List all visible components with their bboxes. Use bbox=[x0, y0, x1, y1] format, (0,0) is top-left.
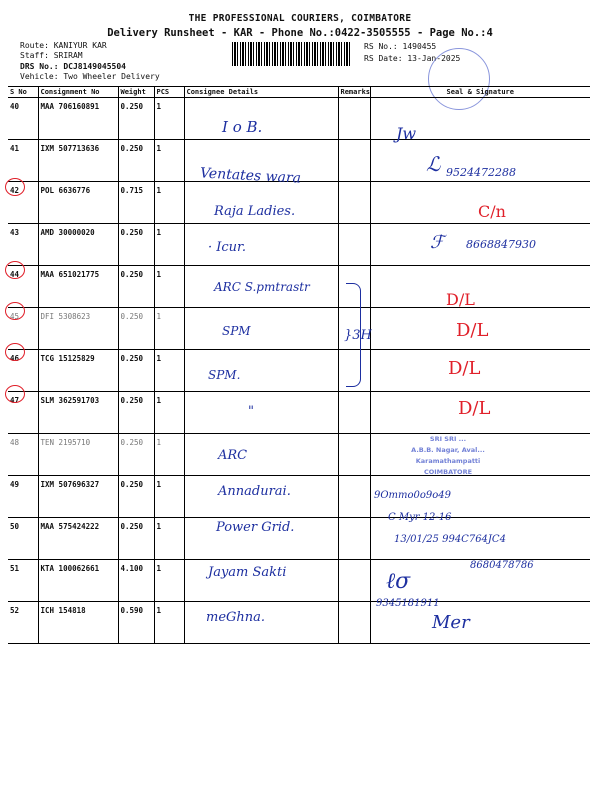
cell-consignee bbox=[184, 392, 338, 434]
handwritten-consignee-44: ARC S.pmtrastr bbox=[214, 280, 310, 294]
signature-41-phone: 9524472288 bbox=[446, 166, 516, 179]
red-circle-mark bbox=[5, 385, 25, 403]
cell-weight: 0.250 bbox=[118, 350, 154, 392]
cell-weight: 4.100 bbox=[118, 560, 154, 602]
stamp-line: Karamathampatti bbox=[415, 457, 481, 465]
cell-remarks bbox=[338, 476, 370, 518]
cell-sno: 41 bbox=[8, 140, 38, 182]
signature-50-b: 13/01/25 994C764JC4 bbox=[394, 534, 506, 545]
cell-sno: 50 bbox=[8, 518, 38, 560]
cell-pcs: 1 bbox=[154, 476, 184, 518]
cell-pcs: 1 bbox=[154, 98, 184, 140]
table-row bbox=[8, 476, 590, 518]
signature-52: Mer bbox=[432, 612, 470, 633]
cell-consignment: KTA 100062661 bbox=[38, 560, 118, 602]
cell-remarks bbox=[338, 518, 370, 560]
col-pcs: PCS bbox=[154, 87, 184, 98]
stamp-line: SRI SRI ... bbox=[429, 435, 467, 443]
red-remark-46: D/L bbox=[448, 358, 481, 379]
cell-remarks bbox=[338, 224, 370, 266]
table-row bbox=[8, 602, 590, 644]
col-consignment: Consignment No bbox=[38, 87, 118, 98]
cell-sno: 47 bbox=[8, 392, 38, 434]
cell-consignment: ICH 154818 bbox=[38, 602, 118, 644]
barcode-image bbox=[232, 42, 352, 66]
handwritten-consignee-50: Power Grid. bbox=[216, 520, 295, 535]
red-remark-47: D/L bbox=[458, 398, 491, 419]
red-circle-mark bbox=[5, 343, 25, 361]
signature-40: Jw bbox=[396, 124, 417, 143]
cell-weight: 0.250 bbox=[118, 392, 154, 434]
cell-sno: 43 bbox=[8, 224, 38, 266]
cell-pcs: 1 bbox=[154, 392, 184, 434]
table-row bbox=[8, 350, 590, 392]
col-weight: Weight bbox=[118, 87, 154, 98]
rs-number: RS No.: 1490455 bbox=[364, 42, 437, 51]
rs-date: RS Date: 13-Jan-2025 bbox=[364, 54, 461, 63]
handwritten-consignee-48: ARC bbox=[218, 448, 248, 463]
signature-51-phone: 8680478786 bbox=[470, 560, 534, 571]
col-consignee: Consignee Details bbox=[184, 87, 338, 98]
cell-consignee bbox=[184, 308, 338, 350]
cell-pcs: 1 bbox=[154, 560, 184, 602]
company-header: THE PROFESSIONAL COURIERS, COIMBATORE bbox=[188, 13, 412, 24]
cell-remarks bbox=[338, 602, 370, 644]
cell-sno: 46 bbox=[8, 350, 38, 392]
cell-sno: 40 bbox=[8, 98, 38, 140]
cell-pcs: 1 bbox=[154, 182, 184, 224]
red-remark-44: D/L bbox=[446, 290, 475, 309]
col-remarks: Remarks bbox=[338, 87, 370, 98]
cell-weight: 0.250 bbox=[118, 140, 154, 182]
cell-sno: 52 bbox=[8, 602, 38, 644]
table-row bbox=[8, 308, 590, 350]
handwritten-consignee-45: SPM bbox=[222, 324, 251, 338]
cell-pcs: 1 bbox=[154, 140, 184, 182]
cell-consignment: TCG 15125829 bbox=[38, 350, 118, 392]
signature-43-phone: 8668847930 bbox=[466, 238, 536, 251]
cell-weight: 0.250 bbox=[118, 98, 154, 140]
handwritten-consignee-43: · Icur. bbox=[208, 240, 246, 255]
cell-pcs: 1 bbox=[154, 224, 184, 266]
cell-sno: 49 bbox=[8, 476, 38, 518]
table-row bbox=[8, 98, 590, 140]
route-label: Route: KANIYUR KAR bbox=[20, 41, 107, 50]
cell-seal bbox=[370, 266, 590, 308]
cell-pcs: 1 bbox=[154, 350, 184, 392]
cell-weight: 0.250 bbox=[118, 224, 154, 266]
cell-remarks bbox=[338, 140, 370, 182]
cell-weight: 0.715 bbox=[118, 182, 154, 224]
cell-pcs: 1 bbox=[154, 266, 184, 308]
signature-51: ℓσ bbox=[386, 569, 411, 594]
handwritten-consignee-47: " bbox=[248, 404, 254, 419]
cell-weight: 0.250 bbox=[118, 476, 154, 518]
drs-number: DRS No.: DCJ8149045504 bbox=[20, 62, 126, 71]
cell-consignment: SLM 362591703 bbox=[38, 392, 118, 434]
cell-consignment: POL 6636776 bbox=[38, 182, 118, 224]
cell-consignment: DFI 5308623 bbox=[38, 308, 118, 350]
cell-consignee bbox=[184, 434, 338, 476]
cell-sno: 45 bbox=[8, 308, 38, 350]
cell-consignment: MAA 575424222 bbox=[38, 518, 118, 560]
cell-remarks bbox=[338, 560, 370, 602]
col-seal: Seal & Signature bbox=[370, 87, 590, 98]
runsheet-title: Delivery Runsheet - KAR - Phone No.:0422-3505555 - Page No.:4 bbox=[107, 27, 493, 39]
table-row bbox=[8, 392, 590, 434]
cell-consignment: AMD 30000020 bbox=[38, 224, 118, 266]
cell-remarks bbox=[338, 392, 370, 434]
cell-sno: 44 bbox=[8, 266, 38, 308]
cell-consignment: MAA 706160891 bbox=[38, 98, 118, 140]
cell-consignment: IXM 507696327 bbox=[38, 476, 118, 518]
cell-remarks bbox=[338, 182, 370, 224]
cell-consignment: TEN 2195710 bbox=[38, 434, 118, 476]
handwritten-brace-note: }3H bbox=[344, 328, 372, 343]
cell-pcs: 1 bbox=[154, 602, 184, 644]
col-sno: S No bbox=[8, 87, 38, 98]
cell-remarks bbox=[338, 98, 370, 140]
vehicle-label: Vehicle: Two Wheeler Delivery bbox=[20, 72, 160, 81]
handwritten-consignee-41: Ventates wara bbox=[199, 165, 302, 187]
cell-weight: 0.250 bbox=[118, 434, 154, 476]
handwritten-consignee-49: Annadurai. bbox=[218, 484, 291, 499]
cell-weight: 0.250 bbox=[118, 266, 154, 308]
company-rubber-stamp bbox=[368, 434, 528, 478]
handwritten-consignee-42: Raja Ladies. bbox=[214, 204, 296, 219]
cell-pcs: 1 bbox=[154, 434, 184, 476]
cell-consignment: IXM 507713636 bbox=[38, 140, 118, 182]
table-header-row bbox=[8, 87, 590, 98]
red-circle-mark bbox=[5, 261, 25, 279]
cell-sno: 48 bbox=[8, 434, 38, 476]
red-remark-45: D/L bbox=[456, 320, 489, 341]
staff-label: Staff: SRIRAM bbox=[20, 51, 83, 60]
stamp-line: COIMBATORE bbox=[423, 468, 473, 476]
cell-weight: 0.250 bbox=[118, 518, 154, 560]
handwritten-consignee-46: SPM. bbox=[208, 368, 241, 382]
red-circle-mark bbox=[5, 302, 25, 320]
cell-weight: 0.590 bbox=[118, 602, 154, 644]
signature-49: 9Ommo0o9o49 bbox=[374, 490, 452, 501]
signature-41: ℒ bbox=[426, 152, 441, 176]
red-remark-42: C/n bbox=[478, 202, 506, 221]
cell-pcs: 1 bbox=[154, 308, 184, 350]
handwritten-consignee-40: I o B. bbox=[222, 118, 263, 136]
signature-43: ℱ bbox=[430, 232, 445, 253]
cell-sno: 42 bbox=[8, 182, 38, 224]
handwritten-consignee-51: Jayam Sakti bbox=[208, 565, 287, 580]
red-circle-mark bbox=[5, 178, 25, 196]
cell-consignment: MAA 651021775 bbox=[38, 266, 118, 308]
cell-pcs: 1 bbox=[154, 518, 184, 560]
signature-50-a: C Myr 12-16 bbox=[388, 512, 452, 523]
cell-remarks bbox=[338, 434, 370, 476]
handwritten-consignee-52: meGhna. bbox=[206, 610, 266, 625]
cell-sno: 51 bbox=[8, 560, 38, 602]
cell-weight: 0.250 bbox=[118, 308, 154, 350]
stamp-line: A.B.B. Nagar, Aval... bbox=[411, 446, 485, 454]
signature-52-phone: 9345181911 bbox=[376, 598, 440, 609]
